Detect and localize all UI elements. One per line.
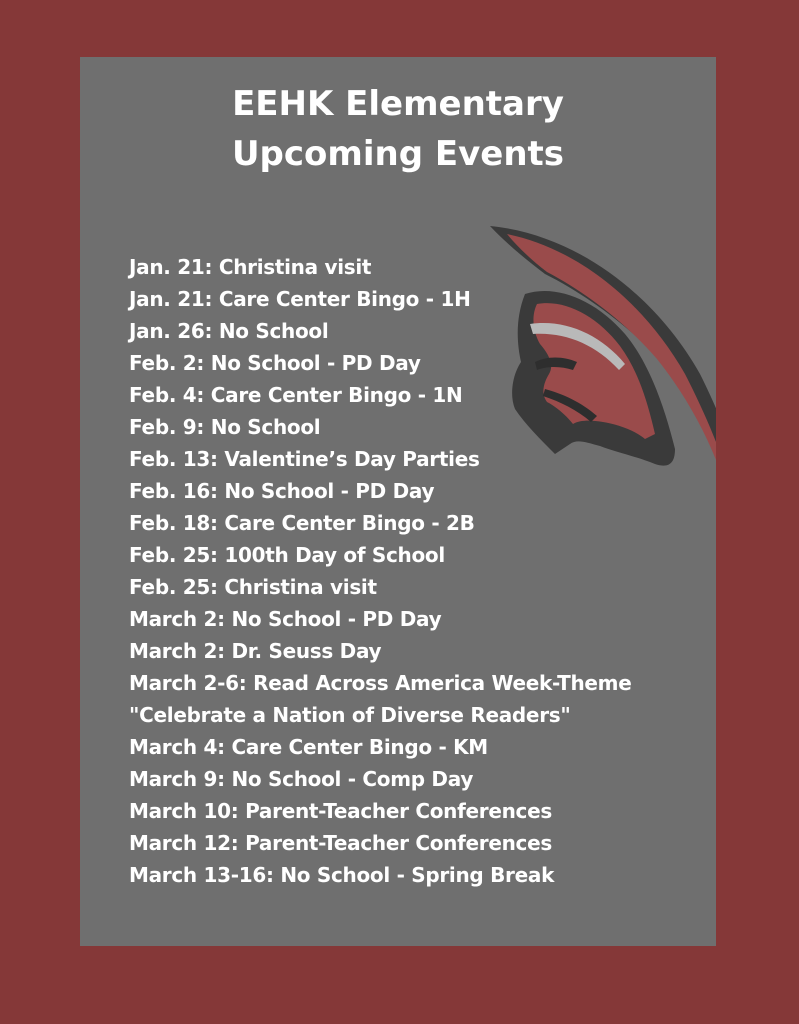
events-list xyxy=(129,251,631,891)
list-item: Feb. 16: No School - PD Day xyxy=(129,479,435,503)
list-item: Feb. 18: Care Center Bingo - 2B xyxy=(129,511,475,535)
list-item: March 10: Parent-Teacher Conferences xyxy=(129,799,552,823)
list-item: March 12: Parent-Teacher Conferences xyxy=(129,831,552,855)
list-item: Jan. 26: No School xyxy=(129,319,329,343)
list-item: Feb. 25: 100th Day of School xyxy=(129,543,445,567)
page-title xyxy=(80,79,716,179)
list-item: Feb. 2: No School - PD Day xyxy=(129,351,421,375)
list-item: Feb. 9: No School xyxy=(129,415,321,439)
list-item: Feb. 13: Valentine’s Day Parties xyxy=(129,447,480,471)
title-line-events: Upcoming Events xyxy=(231,134,565,174)
list-item: Jan. 21: Christina visit xyxy=(129,255,372,279)
list-item: Jan. 21: Care Center Bingo - 1H xyxy=(129,287,471,311)
list-item: March 9: No School - Comp Day xyxy=(129,767,474,791)
list-item: March 2-6: Read Across America Week-Theme xyxy=(129,671,632,695)
list-item: March 13-16: No School - Spring Break xyxy=(129,863,555,887)
list-item: March 2: No School - PD Day xyxy=(129,607,442,631)
list-item: Feb. 4: Care Center Bingo - 1N xyxy=(129,383,463,407)
list-item: Feb. 25: Christina visit xyxy=(129,575,377,599)
title-line-school: EEHK Elementary xyxy=(232,84,564,124)
events-panel xyxy=(80,57,716,946)
list-item: March 2: Dr. Seuss Day xyxy=(129,639,382,663)
list-item: "Celebrate a Nation of Diverse Readers" xyxy=(129,703,571,727)
list-item: March 4: Care Center Bingo - KM xyxy=(129,735,488,759)
